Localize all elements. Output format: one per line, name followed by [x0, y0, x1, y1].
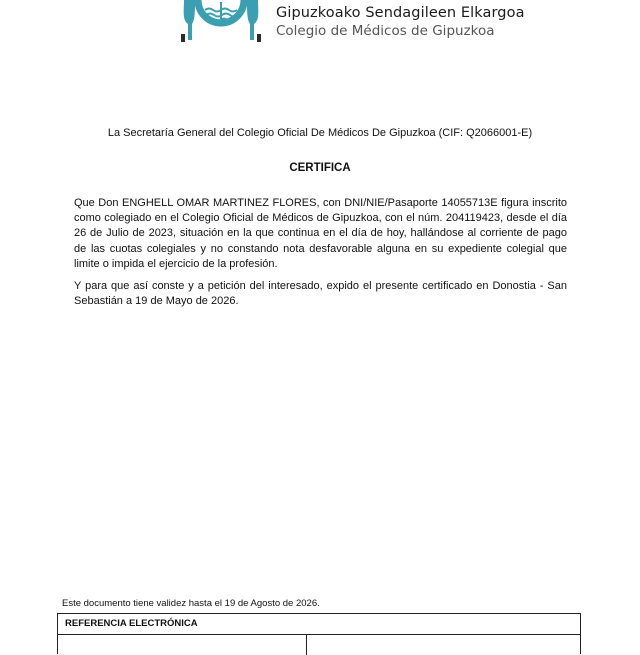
certificate-issuer: La Secretaría General del Colegio Oficial De Médicos De Gipuzkoa (CIF: Q2066001-E)	[107, 127, 533, 139]
org-name-spanish: Colegio de Médicos de Gipuzkoa	[276, 23, 495, 39]
electronic-reference-header: REFERENCIA ELECTRÓNICA	[58, 614, 580, 635]
reference-cell	[58, 635, 307, 655]
org-name-basque: Gipuzkoako Sendagileen Elkargoa	[276, 5, 525, 21]
organization-name	[276, 5, 525, 39]
certificate-body: Que Don ENGHELL OMAR MARTINEZ FLORES, con DNI/NIE/Pasaporte 14055713E figura inscrito como colegiado en el Colegio Oficial de Médicos de Gipuzkoa, con el núm. 204119423, desde el día 26 de Julio de 2023, situación en la que continua en el día de hoy, hallándose al corriente de pago de las cuotas colegiales y no constando nota desfavorable alguna en su expediente colegial que limite o impida el ejercicio de la profesión.	[74, 197, 567, 270]
certificate-closing: Y para que así conste y a petición del interesado, expido el presente certificado en Donostia - San Sebastián a 19 de Mayo de 2026.	[74, 280, 567, 308]
certificate-heading: CERTIFICA	[289, 162, 351, 174]
electronic-reference-table	[57, 613, 581, 654]
college-emblem-icon	[178, 0, 278, 42]
validity-note: Este documento tiene validez hasta el 19 de Agosto de 2026.	[62, 598, 320, 609]
